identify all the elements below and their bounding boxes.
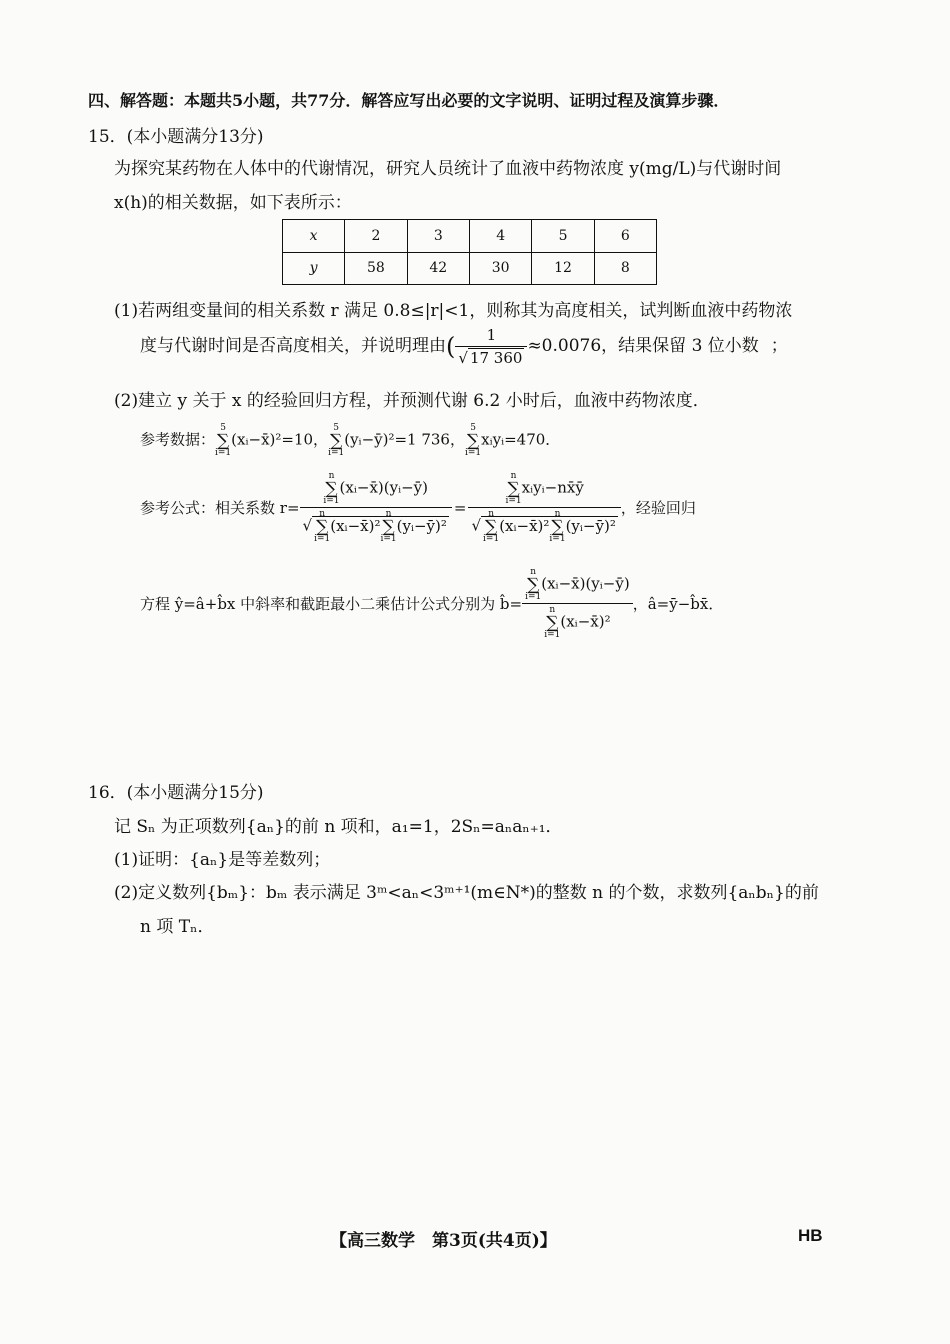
ols-text-a: 方程 ŷ=â+b̂x 中斜率和截距最小二乘估计公式分别为 b̂= <box>140 595 523 614</box>
empirical-tail: ，经验回归 <box>620 499 696 518</box>
paren-open: ( <box>446 332 456 361</box>
table-header-x: x <box>283 220 345 253</box>
part1-frac-num: 1 <box>455 326 527 347</box>
ref-data-2: (yᵢ−ȳ)²=1 736， <box>344 430 465 449</box>
section-header: 四、解答题：本题共5小题，共77分．解答应写出必要的文字说明、证明过程及演算步骤． <box>88 91 730 110</box>
ols-formula-line <box>140 568 723 639</box>
sqrt-radicand: 17 360 <box>469 349 523 367</box>
sum-symbol: 5 ∑ i=1 <box>464 423 482 458</box>
ref-data-1: (xᵢ−x̄)²=10， <box>231 430 329 449</box>
page-footer: 【高三数学 第3页(共4页)】 <box>330 1231 557 1251</box>
table-cell: 8 <box>594 252 656 285</box>
table-cell: 2 <box>345 220 407 253</box>
r-fraction-2 <box>468 472 620 543</box>
table-cell: 42 <box>407 252 469 285</box>
part1-end: ； <box>770 336 788 356</box>
q15-part2: (2)建立 y 关于 x 的经验回归方程，并预测代谢 6.2 小时后，血液中药物浓度． <box>114 391 710 411</box>
table-cell: 30 <box>469 252 531 285</box>
ols-fraction <box>522 568 633 639</box>
r-num-1: n ∑ i=1 (xᵢ−x̄)(yᵢ−ȳ) <box>300 472 452 508</box>
data-table <box>282 219 657 285</box>
table-cell: 58 <box>345 252 407 285</box>
ols-den: n ∑ i=1 (xᵢ−x̄)² <box>544 605 611 640</box>
table-cell: 12 <box>532 252 594 285</box>
q16-line4: n 项 Tₙ． <box>140 917 215 937</box>
sum-symbol: 5 ∑ i=1 <box>215 423 232 458</box>
q15-intro-line2: x(h)的相关数据，如下表所示： <box>114 193 352 213</box>
q16-line2: (1)证明：{aₙ}是等差数列； <box>114 850 331 870</box>
ref-data-label: 参考数据： <box>140 430 216 449</box>
q16-title: 16．(本小题满分15分) <box>88 783 264 803</box>
q16-line1: 记 Sₙ 为正项数列{aₙ}的前 n 项和，a₁=1，2Sₙ=aₙaₙ₊₁． <box>114 817 563 837</box>
table-cell: 5 <box>532 220 594 253</box>
footer-code: HB <box>798 1226 823 1245</box>
table-cell: 6 <box>594 220 656 253</box>
q15-intro-line1: 为探究某药物在人体中的代谢情况，研究人员统计了血液中药物浓度 y(mg/L)与代谢时间 <box>114 159 782 179</box>
q15-part1-line2 <box>140 326 788 367</box>
q15-title: 15．(本小题满分13分) <box>88 127 264 147</box>
table-cell: 4 <box>469 220 531 253</box>
part1-text-b: ≈0.0076，结果保留 3 位小数 <box>527 336 759 356</box>
sum-symbol: 5 ∑ i=1 <box>328 423 345 458</box>
r-den-1: √ n ∑ i=1 (xᵢ−x̄)² n ∑ i=1 (yᵢ−ȳ)² <box>302 509 447 544</box>
table-header-y: y <box>283 252 345 285</box>
q15-part1-line1: (1)若两组变量间的相关系数 r 满足 0.8≤|r|<1，则称其为高度相关，试判断血液中药物浓 <box>114 301 793 321</box>
ols-tail: ，â=ȳ−b̂x̄． <box>632 595 724 614</box>
r-num-2: n ∑ i=1 xᵢyᵢ−nx̄ȳ <box>468 472 620 508</box>
part1-frac-den: √ 17 360 <box>458 349 523 367</box>
part1-fraction <box>455 326 527 367</box>
ref-data-3: xᵢyᵢ=470． <box>481 430 561 449</box>
table-row-y <box>283 252 657 285</box>
ref-formula-label: 参考公式：相关系数 r= <box>140 499 300 518</box>
table-row-x <box>283 220 657 253</box>
r-den-2: √ n ∑ i=1 (xᵢ−x̄)² n ∑ i=1 (yᵢ−ȳ)² <box>471 509 616 544</box>
equals: = <box>453 498 467 517</box>
ref-data-line <box>140 424 560 457</box>
ols-num: n ∑ i=1 (xᵢ−x̄)(yᵢ−ȳ) <box>522 568 633 604</box>
ref-formula-line <box>140 472 696 543</box>
part1-text-a: 度与代谢时间是否高度相关，并说明理由 <box>140 336 446 356</box>
r-fraction-1 <box>300 472 452 543</box>
q16-line3: (2)定义数列{bₘ}：bₘ 表示满足 3ᵐ<aₙ<3ᵐ⁺¹(m∈N*)的整数 n 的个数，求数列{aₙbₙ}的前 <box>114 883 819 903</box>
table-cell: 3 <box>407 220 469 253</box>
